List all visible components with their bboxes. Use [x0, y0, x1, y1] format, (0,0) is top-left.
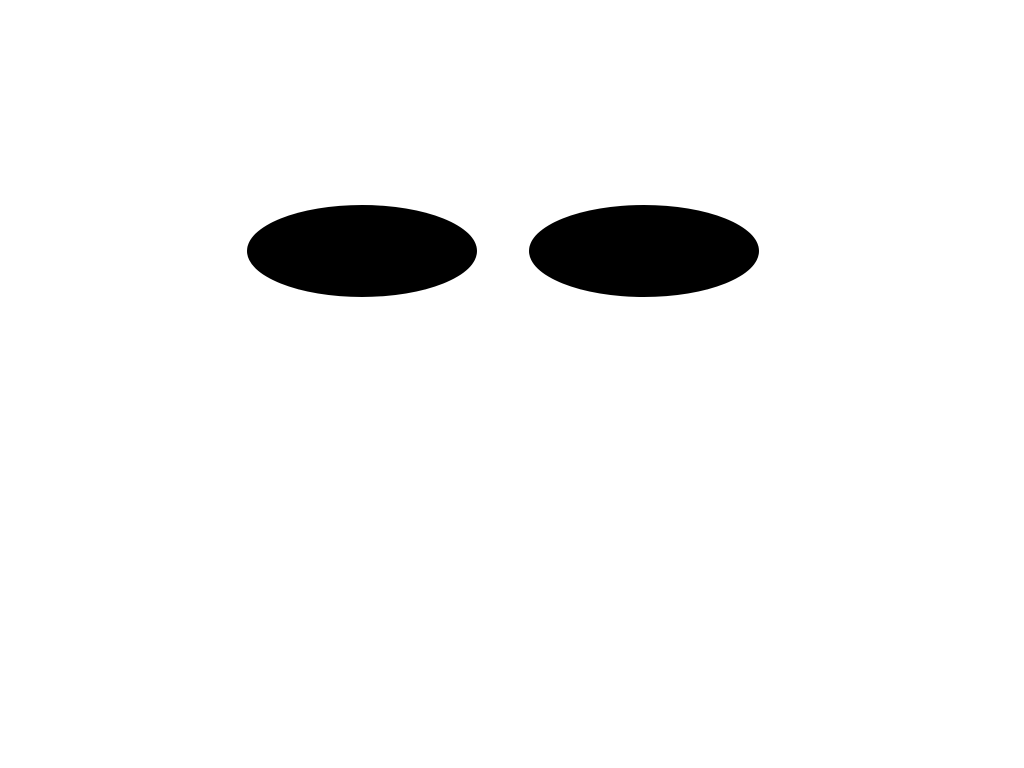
- grouping-brace: [77, 325, 939, 364]
- learning-ellipse: [529, 205, 759, 297]
- participation-ellipse: [247, 205, 477, 297]
